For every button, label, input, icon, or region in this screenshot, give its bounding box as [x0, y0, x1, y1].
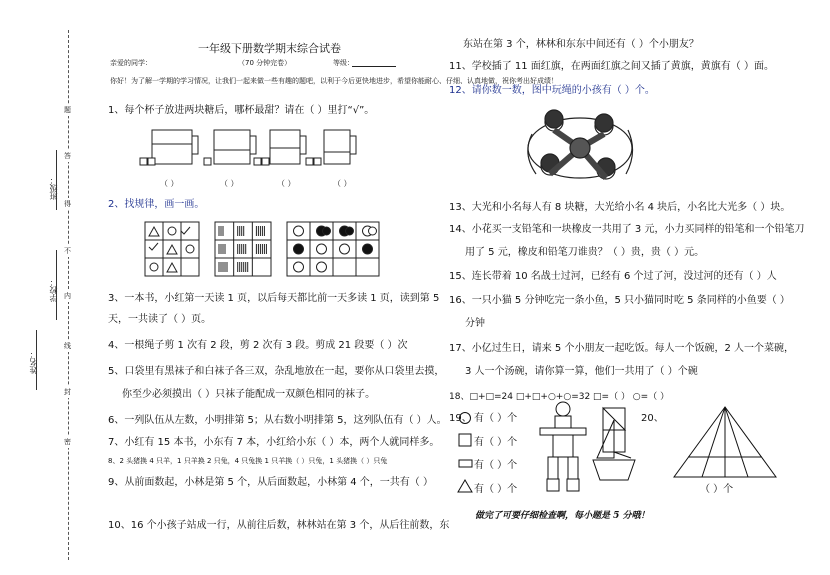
sugar-cube [204, 158, 211, 165]
binding-char: 内 [64, 292, 71, 300]
question-13: 13、大光和小名每人有 8 块糖，大光给小名 4 块后，小名比大光多（ ）块。 [449, 202, 791, 213]
school-field[interactable]: 学校： [49, 278, 58, 302]
q1-answer-blank[interactable]: （ ） [160, 179, 179, 188]
field-line [36, 330, 37, 390]
sugar-cube [148, 158, 155, 165]
cup [214, 130, 256, 164]
question-19: 19、 [449, 413, 472, 424]
cup [324, 130, 356, 164]
question-14: 14、小花买一支铅笔和一块橡皮一共用了 3 元，小力买同样的铅笔和一个铅笔刀 [449, 224, 805, 235]
q1-answer-blank[interactable]: （ ） [277, 179, 296, 188]
sugar-cube [262, 158, 269, 165]
question-3: 3、一本书，小红第一天读 1 页，以后每天都比前一天多读 1 页，读到第 5 [108, 293, 440, 304]
question-15: 15、连长带着 10 名战士过河，已经有 6 个过了河，没过河的还有（ ）人 [449, 271, 777, 282]
figure-head [556, 402, 570, 416]
sugar-cube [306, 158, 313, 165]
question-7: 7、小红有 15 本书，小东有 7 本，小红给小东（ ）本，两个人就同样多。 [108, 437, 440, 448]
q1-answer-blank[interactable]: （ ） [333, 179, 352, 188]
square-count: 有（ ）个 [474, 437, 518, 448]
question-10: 10、16 个小孩子站成一行，从前往后数，林林站在第 3 个，从后往前数，东 [108, 520, 450, 531]
circle-shape-icon [460, 413, 471, 424]
rectangle-shape-icon [459, 460, 472, 467]
triangle-shape-icon [458, 480, 472, 492]
shapes-figure [535, 400, 645, 495]
boat-hull [593, 460, 635, 480]
rope-children-picture [520, 104, 640, 196]
question-5: 5、口袋里有黑袜子和白袜子各三双，杂乱地放在一起，要你从口袋里去摸， [108, 366, 445, 377]
question-11: 11、学校插了 11 面红旗，在两面红旗之间又插了黄旗，黄旗有（ ）面。 [449, 61, 774, 72]
grade-label: 等级： [333, 59, 354, 67]
rectangle-count: 有（ ）个 [474, 460, 518, 471]
field-line [56, 250, 57, 320]
field-line [56, 150, 57, 210]
question-5-cont: 你至少必须摸出（ ）只袜子能配成一双颜色相同的袜子。 [122, 389, 376, 400]
class-field[interactable]: 班级： [49, 176, 58, 200]
question-14-cont: 用了 5 元，橡皮和铅笔刀谁贵？（ ）贵，贵（ ）元。 [465, 247, 705, 258]
binding-char: 密 [64, 438, 71, 446]
footer-note: 做完了可要仔细检查啊，每小题是 5 分哦！ [475, 511, 650, 521]
question-8: 8、2 头猪换 4 只羊，1 只羊换 2 只兔，4 只兔换 1 只羊换（ ）只兔，1 头猪换（ ）只兔 [108, 457, 388, 465]
question-16: 16、一只小猫 5 分钟吃完一条小鱼，5 只小猫同时吃 5 条同样的小鱼要（ ） [449, 295, 790, 306]
question-16-cont: 分钟 [465, 318, 485, 329]
question-4: 4、一根绳子剪 1 次有 2 段，剪 2 次有 3 段。剪成 21 段要（ ）次 [108, 340, 408, 351]
binding-char: 答 [64, 152, 71, 160]
square-shape-icon [459, 434, 471, 446]
question-18: 18、□+□=24 □+□+○+○=32 □=（ ） ○=（ ） [449, 392, 670, 402]
grade-blank[interactable] [352, 66, 396, 67]
cup [152, 130, 198, 164]
binding-char: 题 [64, 106, 71, 114]
question-20: 20、 [641, 413, 664, 424]
binding-char: 得 [64, 200, 71, 208]
sugar-cube [314, 158, 321, 165]
time-note: （70 分钟完卷） [238, 59, 292, 67]
cups-figure [140, 124, 370, 174]
question-17-cont: 3 人一个汤碗，请你算一算，他们一共用了（ ）个碗 [465, 366, 698, 377]
question-12: 12、请你数一数，图中玩绳的小孩有（ ）个。 [449, 85, 655, 96]
intro-text: 你好！为了解一学期的学习情况，让我们一起来做一些有趣的题吧，以利于今后更快地进步，希望你能耐心、仔细、认真地做，祝你考出好成绩！ [110, 77, 558, 85]
greeting: 亲爱的同学： [110, 59, 152, 67]
binding-char: 不 [64, 247, 71, 255]
binding-char: 线 [64, 342, 71, 350]
sugar-cube [140, 158, 147, 165]
q1-answer-blank[interactable]: （ ） [220, 179, 239, 188]
question-1: 1、每个杯子放进两块糖后，哪杯最甜？请在（ ）里打“√”。 [108, 105, 375, 116]
question-10-cont: 东站在第 3 个，林林和东东中间还有（ ）个小朋友？ [463, 39, 699, 50]
question-2: 2、找规律，画一画。 [108, 199, 205, 210]
pattern-grids [143, 222, 383, 278]
question-20-blank: （ ）个 [700, 484, 734, 495]
triangle-count: 有（ ）个 [474, 484, 518, 495]
triangle-figure [670, 405, 780, 481]
question-17: 17、小亿过生日，请来 5 个小朋友一起吃饭。每人一个饭碗，2 人一个菜碗， [449, 343, 794, 354]
cup [270, 130, 306, 164]
question-9: 9、从前面数起，小林是第 5 个，从后面数起，小林第 4 个，一共有（ ） [108, 477, 433, 488]
sugar-cube [254, 158, 261, 165]
question-3-cont: 天，一共读了（ ）页。 [108, 314, 212, 325]
name-field[interactable]: 姓名： [29, 350, 38, 374]
question-6: 6、一列队伍从左数，小明排第 5；从右数小明排第 5，这列队伍有（ ）人。 [108, 415, 447, 426]
circle-count: 有（ ）个 [474, 413, 518, 424]
binding-char: 封 [64, 388, 71, 396]
page-title: 一年级下册数学期末综合试卷 [198, 42, 341, 55]
